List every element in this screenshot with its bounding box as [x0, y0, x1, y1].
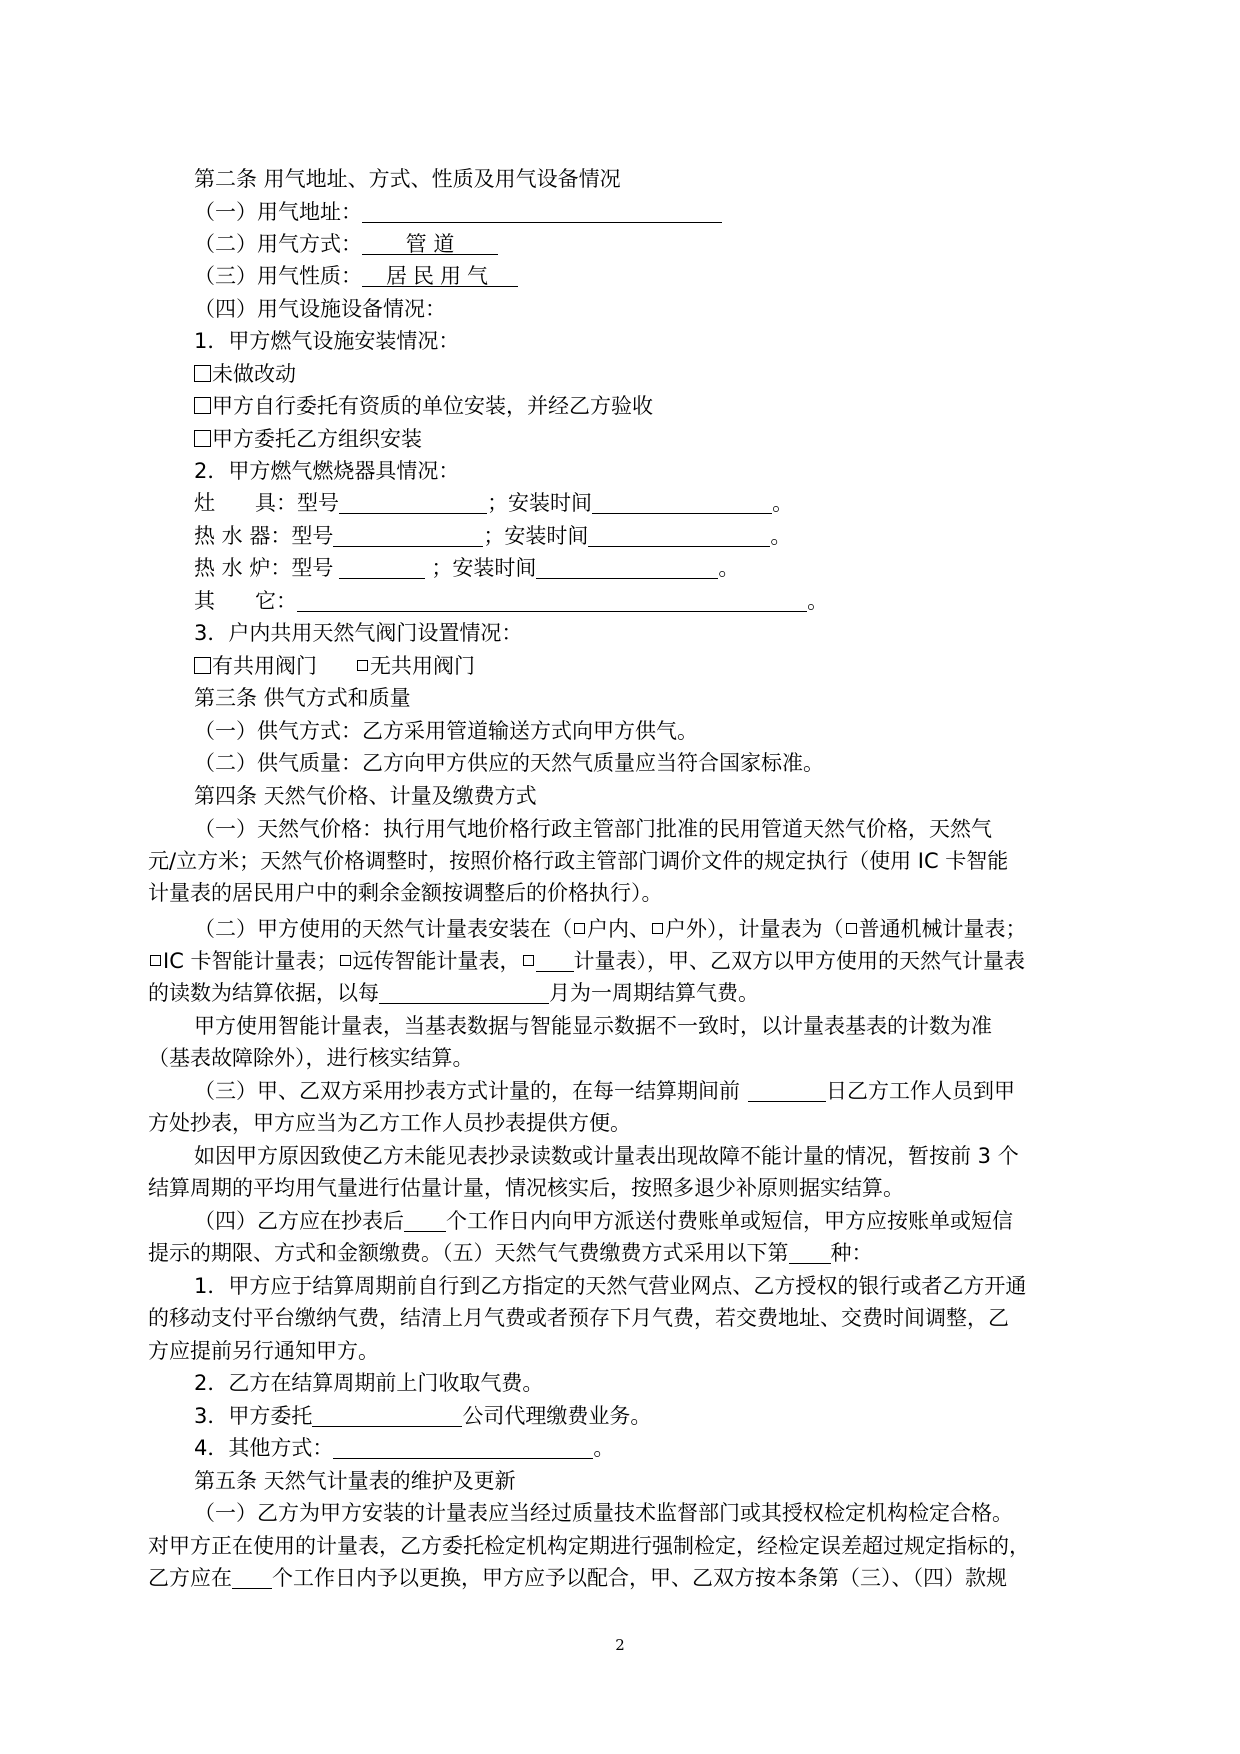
- boiler-time-blank[interactable]: [536, 552, 718, 579]
- price-line-3: 计量表的居民用户中的剩余金额按调整后的价格执行）。: [148, 881, 663, 905]
- supply-quality-line: （二）供气质量：乙方向甲方供应的天然气质量应当符合国家标准。: [194, 751, 824, 775]
- price-line-2: 元/立方米；天然气价格调整时，按照价格行政主管部门调价文件的规定执行（使用 IC 卡智能: [148, 849, 1009, 873]
- bill-days-blank[interactable]: [404, 1205, 446, 1232]
- article-5-heading: 第五条 天然气计量表的维护及更新: [194, 1469, 516, 1493]
- stove-line: [194, 487, 793, 519]
- outdoor-option-label: 户外），计量表为（: [665, 917, 844, 941]
- gas-address-blank[interactable]: [362, 196, 722, 223]
- meter-line-3: [148, 977, 759, 1009]
- replace-label: 乙方应在: [148, 1566, 232, 1590]
- reading-days-blank[interactable]: [748, 1075, 826, 1102]
- period: 。: [770, 524, 792, 548]
- gas-nature-line: [194, 260, 518, 292]
- valve-no-option[interactable]: [355, 654, 475, 678]
- water-heater-time-label: ；安装时间: [483, 524, 589, 548]
- checkbox-icon[interactable]: [523, 955, 534, 966]
- gas-method-value-field: [362, 228, 498, 255]
- checkbox-icon[interactable]: [357, 660, 368, 671]
- bill-line-2: [148, 1237, 873, 1269]
- payment-option-1-line-3: 方应提前另行通知甲方。: [148, 1339, 379, 1363]
- stove-label: 灶 具：型号: [194, 491, 340, 515]
- valve-no-label: 无共用阀门: [370, 654, 475, 678]
- smart-meter-line-1: 甲方使用智能计量表，当基表数据与智能显示数据不一致时，以计量表基表的计数为准: [194, 1014, 992, 1038]
- meter-location-label: （二）甲方使用的天然气计量表安装在（: [194, 917, 572, 941]
- period: 。: [593, 1436, 615, 1460]
- water-heater-label: 热 水 器：型号: [194, 524, 334, 548]
- install-option-1[interactable]: [194, 358, 296, 390]
- article-3-heading: 第三条 供气方式和质量: [194, 686, 411, 710]
- burner-heading: 2．甲方燃气燃烧器具情况：: [194, 459, 460, 483]
- article-4-heading: 第四条 天然气价格、计量及缴费方式: [194, 784, 537, 808]
- install-option-2-label: 甲方自行委托有资质的单位安装，并经乙方验收: [212, 394, 653, 418]
- supply-method-line: （一）供气方式：乙方采用管道输送方式向甲方供气。: [194, 719, 698, 743]
- valve-yes-label: 有共用阀门: [212, 654, 317, 678]
- meter-type-blank[interactable]: [536, 945, 574, 972]
- equipment-label: （四）用气设施设备情况：: [194, 297, 446, 321]
- checkbox-icon[interactable]: [340, 955, 351, 966]
- article-2-heading: 第二条 用气地址、方式、性质及用气设备情况: [194, 167, 621, 191]
- checkbox-icon[interactable]: [194, 365, 211, 382]
- payment-method-suffix: 种：: [830, 1241, 873, 1265]
- other-label: 其 它：: [194, 589, 298, 613]
- boiler-model-blank[interactable]: [339, 552, 425, 579]
- stove-time-label: ；安装时间: [487, 491, 593, 515]
- other-payment-label: 4．其他方式：: [194, 1436, 334, 1460]
- checkbox-icon[interactable]: [194, 397, 211, 414]
- gas-nature-value: 居民用气: [386, 264, 494, 288]
- bill-suffix: 个工作日内向甲方派送付费账单或短信，甲方应按账单或短信: [446, 1209, 1013, 1233]
- gas-address-line: [194, 196, 722, 228]
- other-line: [194, 585, 828, 617]
- gas-method-label: （二）用气方式：: [194, 232, 362, 256]
- payment-option-1-line-2: 的移动支付平台缴纳气费，结清上月气费或者预存下月气费，若交费地址、交费时间调整，乙: [148, 1306, 1009, 1330]
- payment-agent-suffix: 公司代理缴费业务。: [462, 1404, 652, 1428]
- other-blank[interactable]: [297, 585, 807, 612]
- meter-line-2: [148, 945, 1025, 977]
- checkbox-icon[interactable]: [194, 657, 211, 674]
- payment-method-blank[interactable]: [789, 1237, 831, 1264]
- gas-method-value: 管 道: [405, 232, 455, 256]
- reading-line-1: [194, 1075, 1015, 1107]
- bill-line-1: [194, 1205, 1013, 1237]
- mechanical-meter-label: 普通机械计量表；: [858, 917, 1027, 941]
- gas-nature-value-field: [362, 260, 518, 287]
- stove-model-blank[interactable]: [339, 487, 487, 514]
- payment-agent-blank[interactable]: [312, 1400, 462, 1427]
- price-line-1: （一）天然气价格：执行用气地价格行政主管部门批准的民用管道天然气价格，天然气: [194, 817, 992, 841]
- replace-suffix: 个工作日内予以更换，甲方应予以配合，甲、乙双方按本条第（三）、（四）款规: [272, 1566, 1007, 1590]
- checkbox-icon[interactable]: [652, 923, 663, 934]
- install-option-3-label: 甲方委托乙方组织安装: [212, 427, 422, 451]
- period: 。: [807, 589, 829, 613]
- valve-yes-option[interactable]: [194, 654, 317, 678]
- boiler-line: [194, 552, 739, 584]
- checkbox-icon[interactable]: [574, 923, 585, 934]
- checkbox-icon[interactable]: [846, 923, 857, 934]
- billing-period-blank[interactable]: [379, 977, 549, 1004]
- install-option-3[interactable]: [194, 423, 422, 455]
- meter-line-1: [194, 913, 1027, 945]
- reading-label: （三）甲、乙双方采用抄表方式计量的，在每一结算期间前: [194, 1079, 740, 1103]
- payment-option-2: 2．乙方在结算周期前上门收取气费。: [194, 1371, 544, 1395]
- water-heater-model-blank[interactable]: [333, 520, 483, 547]
- payment-method-label: 提示的期限、方式和金额缴费。（五）天然气气费缴费方式采用以下第: [148, 1241, 789, 1265]
- payment-option-4: [194, 1432, 614, 1464]
- page-number: 2: [615, 1636, 625, 1654]
- gas-address-label: （一）用气地址：: [194, 200, 362, 224]
- gas-method-line: [194, 228, 498, 260]
- billing-period-suffix: 月为一周期结算气费。: [549, 981, 759, 1005]
- estimate-line-1: 如因甲方原因致使乙方未能见表抄录读数或计量表出现故障不能计量的情况，暂按前 3 个: [194, 1144, 1019, 1168]
- valve-options-line: [194, 650, 475, 682]
- checkbox-icon[interactable]: [150, 955, 161, 966]
- maintenance-line-2: 对甲方正在使用的计量表，乙方委托检定机构定期进行强制检定，经检定误差超过规定指标的，: [148, 1534, 1030, 1558]
- bill-label: （四）乙方应在抄表后: [194, 1209, 404, 1233]
- billing-period-label: 的读数为结算依据，以每: [148, 981, 379, 1005]
- water-heater-line: [194, 520, 791, 552]
- maintenance-line-1: （一）乙方为甲方安装的计量表应当经过质量技术监督部门或其授权检定机构检定合格。: [194, 1501, 1013, 1525]
- meter-basis-text: 计量表），甲、乙双方以甲方使用的天然气计量表: [573, 949, 1026, 973]
- stove-time-blank[interactable]: [592, 487, 772, 514]
- reading-line-2: 方处抄表，甲方应当为乙方工作人员抄表提供方便。: [148, 1111, 631, 1135]
- maintenance-line-3: [148, 1562, 1007, 1594]
- other-payment-blank[interactable]: [333, 1432, 593, 1459]
- estimate-line-2: 结算周期的平均用气量进行估量计量，情况核实后，按照多退少补原则据实结算。: [148, 1176, 904, 1200]
- replace-days-blank[interactable]: [232, 1562, 272, 1589]
- payment-option-3: [194, 1400, 651, 1432]
- period: 。: [772, 491, 794, 515]
- install-heading: 1．甲方燃气设施安装情况：: [194, 329, 460, 353]
- reading-suffix: 日乙方工作人员到甲: [826, 1079, 1015, 1103]
- checkbox-icon[interactable]: [194, 430, 211, 447]
- water-heater-time-blank[interactable]: [588, 520, 770, 547]
- smart-meter-line-2: （基表故障除外），进行核实结算。: [148, 1046, 474, 1070]
- install-option-1-label: 未做改动: [212, 362, 296, 386]
- indoor-option-label: 户内、: [587, 917, 650, 941]
- valve-heading: 3．户内共用天然气阀门设置情况：: [194, 621, 523, 645]
- remote-meter-label: 远传智能计量表，: [352, 949, 521, 973]
- payment-option-1-line-1: 1．甲方应于结算周期前自行到乙方指定的天然气营业网点、乙方授权的银行或者乙方开通: [194, 1274, 1027, 1298]
- ic-meter-label: IC 卡智能计量表；: [163, 949, 338, 973]
- boiler-label: 热 水 炉：型号: [194, 556, 334, 580]
- gas-nature-label: （三）用气性质：: [194, 264, 362, 288]
- boiler-time-label: ；安装时间: [431, 556, 537, 580]
- install-option-2[interactable]: [194, 390, 653, 422]
- payment-agent-label: 3．甲方委托: [194, 1404, 313, 1428]
- period: 。: [718, 556, 740, 580]
